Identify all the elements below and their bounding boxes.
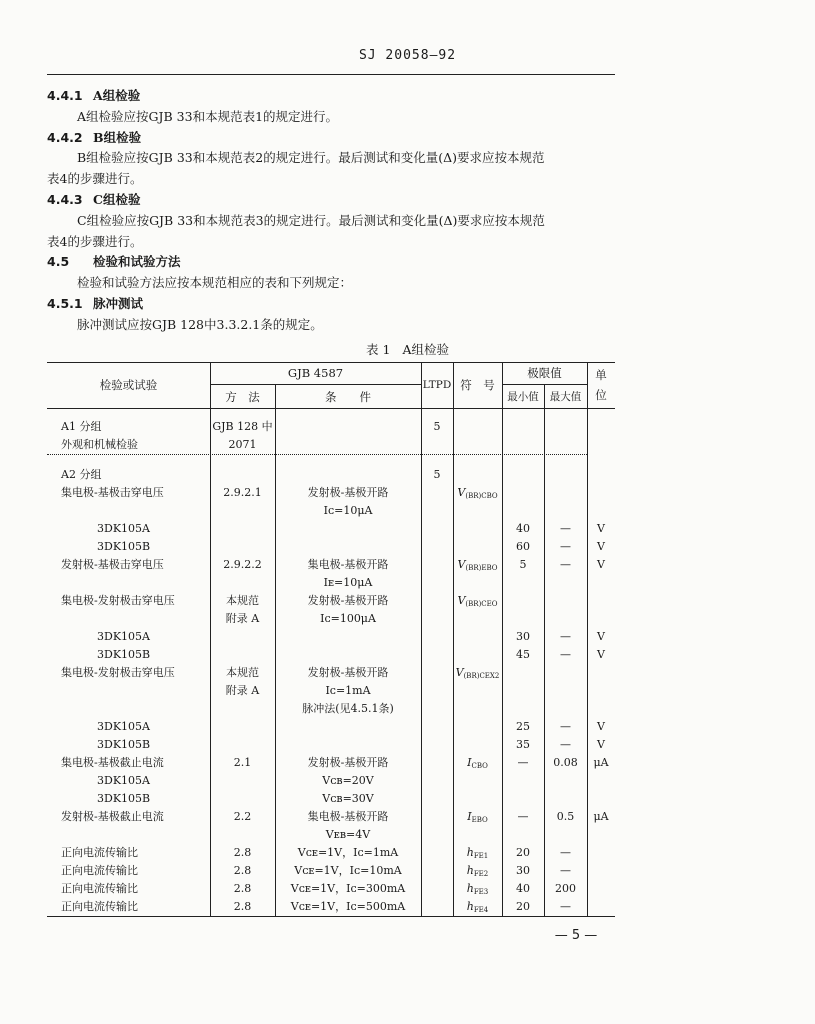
symbol-subscript: (BR)CEO xyxy=(465,600,498,608)
header-bottom-rule xyxy=(47,408,615,409)
section-heading xyxy=(47,128,615,149)
cell-max: — xyxy=(560,630,571,643)
cell-max: — xyxy=(560,846,571,859)
cell-min: 40 xyxy=(516,882,530,895)
cell-symbol xyxy=(453,754,502,772)
symbol-subscript: FE3 xyxy=(473,888,489,896)
cell-test: 3DK105A xyxy=(97,630,150,643)
cell-test: 3DK105A xyxy=(97,720,150,733)
cell-cond: 脉冲法(见4.5.1条) xyxy=(302,702,394,715)
section-title: C组检验 xyxy=(93,191,141,207)
cell-method: 本规范 xyxy=(226,594,259,607)
cell-test: 集电极-发射极击穿电压 xyxy=(61,666,175,679)
symbol-subscript: FE4 xyxy=(473,906,489,914)
header-min: 最小值 xyxy=(507,391,539,403)
cell-test: 集电极-基极截止电流 xyxy=(61,756,164,769)
table-top-rule xyxy=(47,362,615,363)
cell-test: 集电极-发射极击穿电压 xyxy=(61,594,175,607)
cell-method: 附录 A xyxy=(225,612,260,625)
cell-min: — xyxy=(517,756,529,769)
symbol-subscript: EBO xyxy=(471,816,488,824)
header-max: 最大值 xyxy=(549,391,582,403)
section-number: 4.5 xyxy=(47,254,70,270)
symbol-letter: I xyxy=(467,756,472,769)
cell-cond: 发射极-基极开路 xyxy=(307,594,389,607)
section-title: 检验和试验方法 xyxy=(93,254,181,270)
header-condition: 条 件 xyxy=(325,390,371,404)
cell-method: 2.8 xyxy=(233,864,252,877)
cell-cond: Iᴇ=10μA xyxy=(323,576,373,589)
symbol-letter: V xyxy=(457,486,466,499)
cell-method: 2.8 xyxy=(233,846,252,859)
cell-test: 3DK105A xyxy=(97,522,150,535)
symbol-letter: V xyxy=(457,594,466,607)
cell-cond: Vᴄᴇ=1V，Iᴄ=300mA xyxy=(290,882,406,895)
cell-symbol xyxy=(453,556,502,574)
cell-min: 40 xyxy=(516,522,530,535)
cell-max: — xyxy=(560,558,571,571)
section-title: B组检验 xyxy=(93,129,142,145)
cell-min: 45 xyxy=(516,648,530,661)
cell-unit: V xyxy=(597,522,605,535)
section-heading xyxy=(47,252,615,273)
symbol-subscript: (BR)EBO xyxy=(465,564,498,572)
symbol-letter: h xyxy=(466,882,474,895)
paragraph-line: 表4的步骤进行。 xyxy=(47,233,143,249)
cell-method: 2.8 xyxy=(233,882,252,895)
symbol-letter: h xyxy=(466,846,474,859)
cell-min: 25 xyxy=(516,720,530,733)
document-code: SJ 20058—92 xyxy=(358,48,457,63)
cell-method: 2.8 xyxy=(233,900,252,913)
header-ltpd: LTPD xyxy=(422,379,452,391)
paragraph-line: 表4的步骤进行。 xyxy=(47,171,143,187)
cell-min: 30 xyxy=(516,864,530,877)
cell-symbol xyxy=(453,862,502,880)
header-test: 检验或试验 xyxy=(99,378,158,392)
header-limits: 极限值 xyxy=(527,366,562,380)
cell-symbol xyxy=(453,844,502,862)
cell-cond: 发射极-基极开路 xyxy=(307,666,389,679)
table-bottom-rule xyxy=(47,916,615,917)
cell-max: — xyxy=(560,540,571,553)
cell-cond: 集电极-基极开路 xyxy=(307,558,389,571)
symbol-subscript: (BR)CBO xyxy=(465,492,498,500)
cell-max: — xyxy=(560,864,571,877)
paragraph-line: B组检验应按GJB 33和本规范表2的规定进行。最后测试和变化量(Δ)要求应按本规范 xyxy=(77,150,545,166)
cell-max: 0.5 xyxy=(556,810,575,823)
cell-cond: Vᴄᴇ=1V，Iᴄ=10mA xyxy=(294,864,402,877)
table-caption xyxy=(0,340,815,358)
header-symbol: 符 号 xyxy=(460,378,495,392)
cell-unit: V xyxy=(597,720,605,733)
cell-test: 3DK105B xyxy=(97,792,151,805)
cell-max: — xyxy=(560,648,571,661)
col-rule-ltpd xyxy=(421,362,422,917)
cell-max: 200 xyxy=(555,882,576,895)
cell-test: 集电极-基极击穿电压 xyxy=(61,486,164,499)
cell-unit: V xyxy=(597,738,605,751)
cell-test: 正向电流传输比 xyxy=(61,882,138,895)
table-caption-number: 表 1 xyxy=(366,342,391,357)
gjb-sub-rule xyxy=(210,384,421,385)
cell-min: 30 xyxy=(516,630,530,643)
cell-symbol xyxy=(453,592,502,610)
cell-unit: V xyxy=(597,558,605,571)
symbol-letter: V xyxy=(455,666,464,679)
cell-ltpd: 5 xyxy=(433,468,441,481)
cell-cond: Vᴄʙ=20V xyxy=(322,774,374,787)
header-rule xyxy=(47,74,615,75)
cell-test: 3DK105A xyxy=(97,774,150,787)
symbol-subscript: FE1 xyxy=(473,852,489,860)
cell-test: A2 分组 xyxy=(61,468,102,481)
section-heading xyxy=(47,294,615,315)
cell-cond: Vᴄᴇ=1V，Iᴄ=500mA xyxy=(290,900,406,913)
cell-max: — xyxy=(560,720,571,733)
cell-test: 正向电流传输比 xyxy=(61,846,138,859)
cell-unit: V xyxy=(597,540,605,553)
cell-min: 20 xyxy=(516,846,530,859)
cell-method: GJB 128 中 xyxy=(212,420,273,433)
cell-cond: 发射极-基极开路 xyxy=(307,756,389,769)
cell-test: 发射极-基极截止电流 xyxy=(61,810,164,823)
cell-test: 3DK105B xyxy=(97,738,151,751)
symbol-letter: h xyxy=(466,864,474,877)
section-number: 4.4.3 xyxy=(47,191,83,207)
cell-symbol xyxy=(453,808,502,826)
cell-test: 正向电流传输比 xyxy=(61,900,138,913)
cell-symbol xyxy=(453,898,502,916)
cell-method: 2.9.2.1 xyxy=(223,486,262,499)
section-heading xyxy=(47,190,615,211)
cell-symbol xyxy=(453,880,502,898)
cell-cond: 集电极-基极开路 xyxy=(307,810,389,823)
cell-min: 60 xyxy=(516,540,530,553)
paragraph-line: C组检验应按GJB 33和本规范表3的规定进行。最后测试和变化量(Δ)要求应按本规范 xyxy=(77,212,545,228)
paragraph-line: A组检验应按GJB 33和本规范表1的规定进行。 xyxy=(77,108,339,124)
cell-min: 20 xyxy=(516,900,530,913)
cell-min: 5 xyxy=(519,558,527,571)
cell-cond: Vᴄᴇ=1V，Iᴄ=1mA xyxy=(297,846,399,859)
symbol-letter: V xyxy=(457,558,466,571)
symbol-subscript: (BR)CEX2 xyxy=(463,672,500,680)
section-title: 脉冲测试 xyxy=(93,295,144,311)
symbol-subscript: CBO xyxy=(471,762,488,770)
cell-test: 3DK105B xyxy=(97,540,151,553)
cell-cond: Iᴄ=1mA xyxy=(325,684,371,697)
cell-unit: μA xyxy=(593,756,609,769)
cell-method: 2.1 xyxy=(233,756,252,769)
page-number: — 5 — xyxy=(554,928,598,943)
body-text xyxy=(47,86,615,336)
cell-symbol xyxy=(453,664,502,682)
header-unit-1: 单 xyxy=(595,368,607,382)
cell-method: 附录 A xyxy=(225,684,260,697)
cell-test: 正向电流传输比 xyxy=(61,864,138,877)
cell-cond: Vᴇʙ=4V xyxy=(325,828,371,841)
cell-max: — xyxy=(560,522,571,535)
cell-test: 3DK105B xyxy=(97,648,151,661)
cell-test: A1 分组 xyxy=(61,420,102,433)
section-number: 4.5.1 xyxy=(47,295,83,311)
cell-method: 2071 xyxy=(228,438,257,451)
paragraph-line: 检验和试验方法应按本规范相应的表和下列规定： xyxy=(77,275,353,291)
cell-max: 0.08 xyxy=(553,756,578,769)
section-title: A组检验 xyxy=(93,88,141,103)
cell-cond: Vᴄʙ=30V xyxy=(322,792,374,805)
cell-min: — xyxy=(517,810,529,823)
cell-symbol xyxy=(453,484,502,502)
section-heading xyxy=(47,86,615,107)
cell-method: 本规范 xyxy=(226,666,259,679)
header-gjb: GJB 4587 xyxy=(287,366,344,380)
header-method: 方 法 xyxy=(225,390,260,404)
cell-min: 35 xyxy=(516,738,530,751)
symbol-subscript: FE2 xyxy=(473,870,489,878)
cell-ltpd: 5 xyxy=(433,420,441,433)
section-number: 4.4.1 xyxy=(47,88,83,103)
cell-unit: V xyxy=(597,630,605,643)
cell-test: 发射极-基极击穿电压 xyxy=(61,558,164,571)
cell-max: — xyxy=(560,738,571,751)
inspection-table xyxy=(47,362,615,917)
cell-method: 2.9.2.2 xyxy=(223,558,262,571)
paragraph-line: 脉冲测试应按GJB 128中3.3.2.1条的规定。 xyxy=(77,316,323,332)
symbol-letter: I xyxy=(467,810,472,823)
cell-method: 2.2 xyxy=(233,810,252,823)
cell-max: — xyxy=(560,900,571,913)
cell-cond: Iᴄ=100μA xyxy=(320,612,376,625)
table-caption-title: A组检验 xyxy=(402,342,449,357)
section-number: 4.4.2 xyxy=(47,129,83,145)
group-divider xyxy=(47,454,587,455)
cell-cond: 发射极-基极开路 xyxy=(307,486,389,499)
cell-test: 外观和机械检验 xyxy=(61,438,138,451)
cell-unit: V xyxy=(597,648,605,661)
header-unit-2: 位 xyxy=(595,388,607,402)
col-rule-symbol xyxy=(453,362,454,917)
cell-cond: Iᴄ=10μA xyxy=(323,504,373,517)
cell-unit: μA xyxy=(593,810,609,823)
symbol-letter: h xyxy=(466,900,474,913)
